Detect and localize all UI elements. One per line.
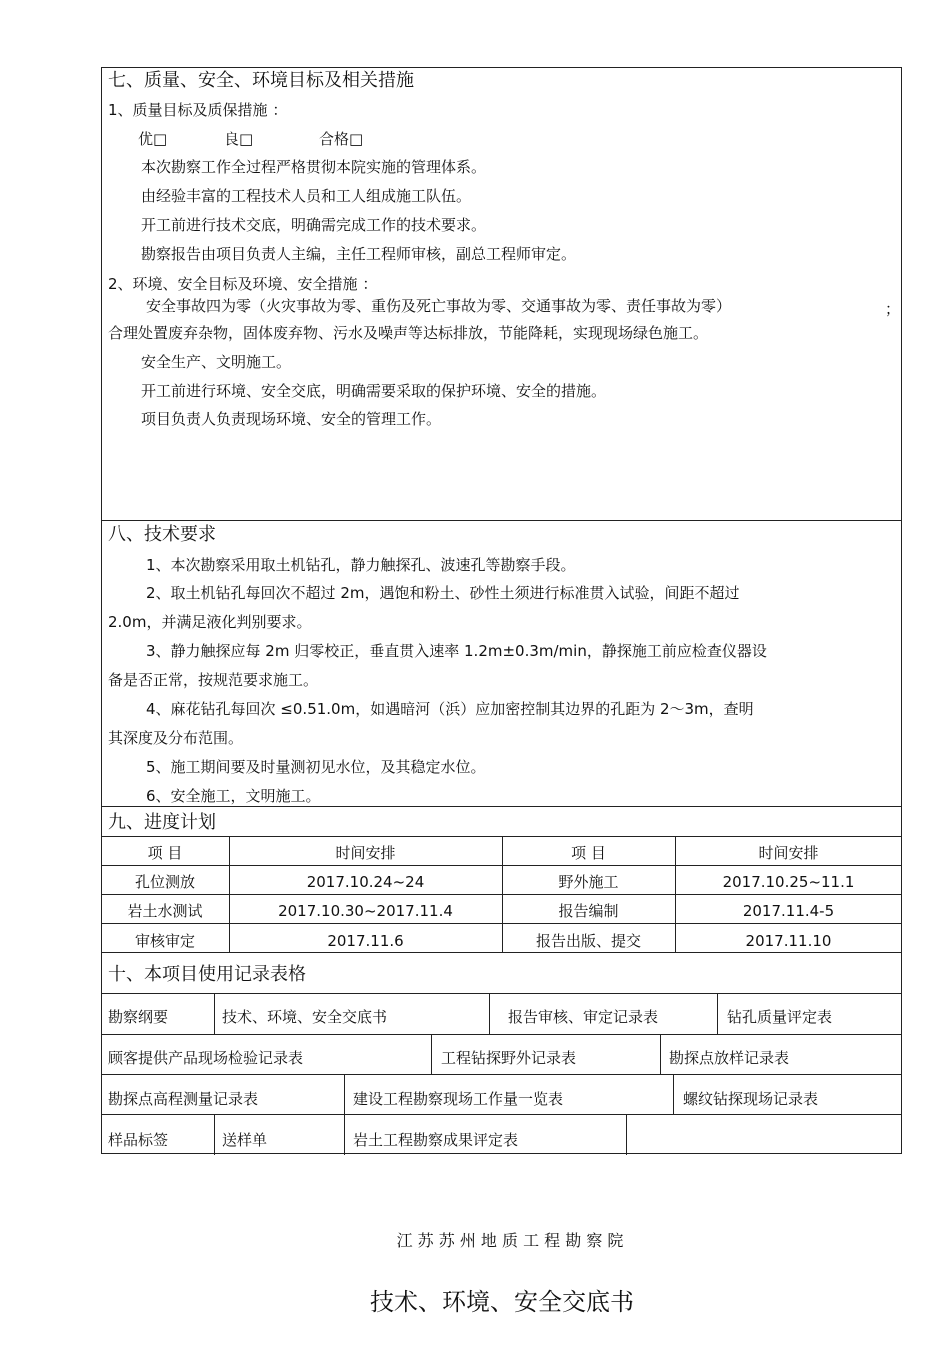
divider-records-row3 bbox=[102, 1074, 901, 1075]
divider-records-row4 bbox=[102, 1114, 901, 1115]
institute-name: 江 苏 苏 州 地 质 工 程 勘 察 院 bbox=[396, 1231, 624, 1250]
tech-line: 2、取土机钻孔每回次不超过 2m，遇饱和粉土、砂性土须进行标准贯入试验，间距不超过 bbox=[146, 584, 740, 602]
record-form-item: 技术、环境、安全交底书 bbox=[222, 1008, 388, 1026]
section9-title: 九、进度计划 bbox=[108, 812, 216, 833]
quality-line: 由经验丰富的工程技术人员和工人组成施工队伍。 bbox=[141, 187, 472, 205]
section10-title: 十、本项目使用记录表格 bbox=[108, 964, 306, 985]
env-line: 安全事故四为零（火灾事故为零、重伤及死亡事故为零、交通事故为零、责任事故为零） bbox=[146, 297, 732, 315]
record-form-item: 送样单 bbox=[222, 1131, 268, 1149]
tech-line: 备是否正常，按规范要求施工。 bbox=[108, 671, 319, 689]
divider-section9 bbox=[102, 806, 901, 807]
tech-line: 其深度及分布范围。 bbox=[108, 729, 244, 747]
records-col-rule bbox=[431, 1034, 432, 1074]
tech-line: 1、本次勘察采用取土机钻孔，静力触探孔、波速孔等勘察手段。 bbox=[146, 556, 576, 574]
schedule-cell: 岩土水测试 bbox=[127, 902, 203, 920]
grade-good: 良□ bbox=[224, 130, 254, 148]
tech-line: 2.0m，并满足液化判别要求。 bbox=[108, 613, 312, 631]
records-col-rule bbox=[489, 993, 490, 1034]
schedule-header: 时间安排 bbox=[758, 844, 819, 862]
schedule-cell: 2017.10.24~24 bbox=[306, 873, 425, 891]
quality-line: 开工前进行技术交底，明确需完成工作的技术要求。 bbox=[141, 216, 487, 234]
record-form-item: 报告审核、审定记录表 bbox=[508, 1008, 659, 1026]
records-col-rule bbox=[214, 1114, 215, 1155]
record-form-item: 勘探点放样记录表 bbox=[669, 1049, 790, 1067]
divider-records-row2 bbox=[102, 1034, 901, 1035]
tech-line: 4、麻花钻孔每回次 ≤0.51.0m，如遇暗河（浜）应加密控制其边界的孔距为 2～3m，查明 bbox=[146, 700, 754, 718]
schedule-cell: 审核审定 bbox=[134, 932, 195, 950]
quality-subheading: 1、质量目标及质保措施 ： bbox=[108, 101, 288, 119]
record-form-item: 顾客提供产品现场检验记录表 bbox=[108, 1049, 304, 1067]
schedule-cell: 野外施工 bbox=[558, 873, 619, 891]
schedule-cell: 2017.11.4-5 bbox=[742, 902, 835, 920]
records-col-rule bbox=[717, 993, 718, 1034]
tech-line: 5、施工期间要及时量测初见水位，及其稳定水位。 bbox=[146, 758, 486, 776]
grade-pass: 合格□ bbox=[319, 130, 364, 148]
divider-records-row1 bbox=[102, 993, 901, 994]
schedule-header: 项 目 bbox=[147, 844, 183, 862]
schedule-cell: 2017.10.25~11.1 bbox=[722, 873, 855, 891]
schedule-cell: 孔位测放 bbox=[134, 873, 195, 891]
env-line: 合理处置废弃杂物，固体废弃物、污水及噪声等达标排放，节能降耗，实现现场绿色施工。 bbox=[108, 324, 709, 342]
records-col-rule bbox=[344, 1074, 345, 1114]
env-subheading: 2、环境、安全目标及环境、安全措施 ： bbox=[108, 275, 378, 293]
tech-line: 6、安全施工，文明施工。 bbox=[146, 787, 321, 805]
records-col-rule bbox=[673, 1074, 674, 1114]
section8-title: 八、技术要求 bbox=[108, 524, 216, 545]
schedule-cell: 2017.10.30~2017.11.4 bbox=[278, 902, 453, 920]
record-form-item: 钻孔质量评定表 bbox=[727, 1008, 833, 1026]
schedule-header: 项 目 bbox=[571, 844, 606, 862]
record-form-item: 工程钻探野外记录表 bbox=[441, 1049, 577, 1067]
record-form-item: 建设工程勘察现场工作量一览表 bbox=[353, 1090, 564, 1108]
section7-title: 七、质量、安全、环境目标及相关措施 bbox=[108, 70, 414, 91]
schedule-cell: 2017.11.6 bbox=[327, 932, 404, 950]
quality-line: 勘察报告由项目负责人主编，主任工程师审核，副总工程师审定。 bbox=[141, 245, 577, 263]
schedule-cell: 报告编制 bbox=[558, 902, 619, 920]
grade-excellent: 优□ bbox=[138, 130, 168, 148]
env-line-end: ； bbox=[885, 300, 901, 318]
schedule-cell: 2017.11.10 bbox=[745, 932, 832, 950]
records-col-rule bbox=[214, 993, 215, 1034]
record-form-item: 岩土工程勘察成果评定表 bbox=[353, 1131, 519, 1149]
records-col-rule bbox=[344, 1114, 345, 1155]
records-col-rule bbox=[660, 1034, 661, 1074]
document-title: 技术、环境、安全交底书 bbox=[370, 1288, 634, 1316]
record-form-item: 勘察纲要 bbox=[108, 1008, 169, 1026]
record-form-item: 螺纹钻探现场记录表 bbox=[683, 1090, 819, 1108]
records-col-rule bbox=[626, 1114, 627, 1155]
schedule-header: 时间安排 bbox=[335, 844, 396, 862]
quality-line: 本次勘察工作全过程严格贯彻本院实施的管理体系。 bbox=[141, 158, 487, 176]
env-line: 开工前进行环境、安全交底，明确需要采取的保护环境、安全的措施。 bbox=[141, 382, 607, 400]
record-form-item: 勘探点高程测量记录表 bbox=[108, 1090, 259, 1108]
env-line: 安全生产、文明施工。 bbox=[141, 353, 292, 371]
env-line: 项目负责人负责现场环境、安全的管理工作。 bbox=[141, 410, 442, 428]
record-form-item: 样品标签 bbox=[108, 1131, 169, 1149]
schedule-cell: 报告出版、提交 bbox=[535, 932, 641, 950]
tech-line: 3、静力触探应每 2m 归零校正，垂直贯入速率 1.2m±0.3m/min，静探施工前应检查仪器设 bbox=[146, 642, 767, 660]
divider-section8 bbox=[102, 520, 901, 521]
